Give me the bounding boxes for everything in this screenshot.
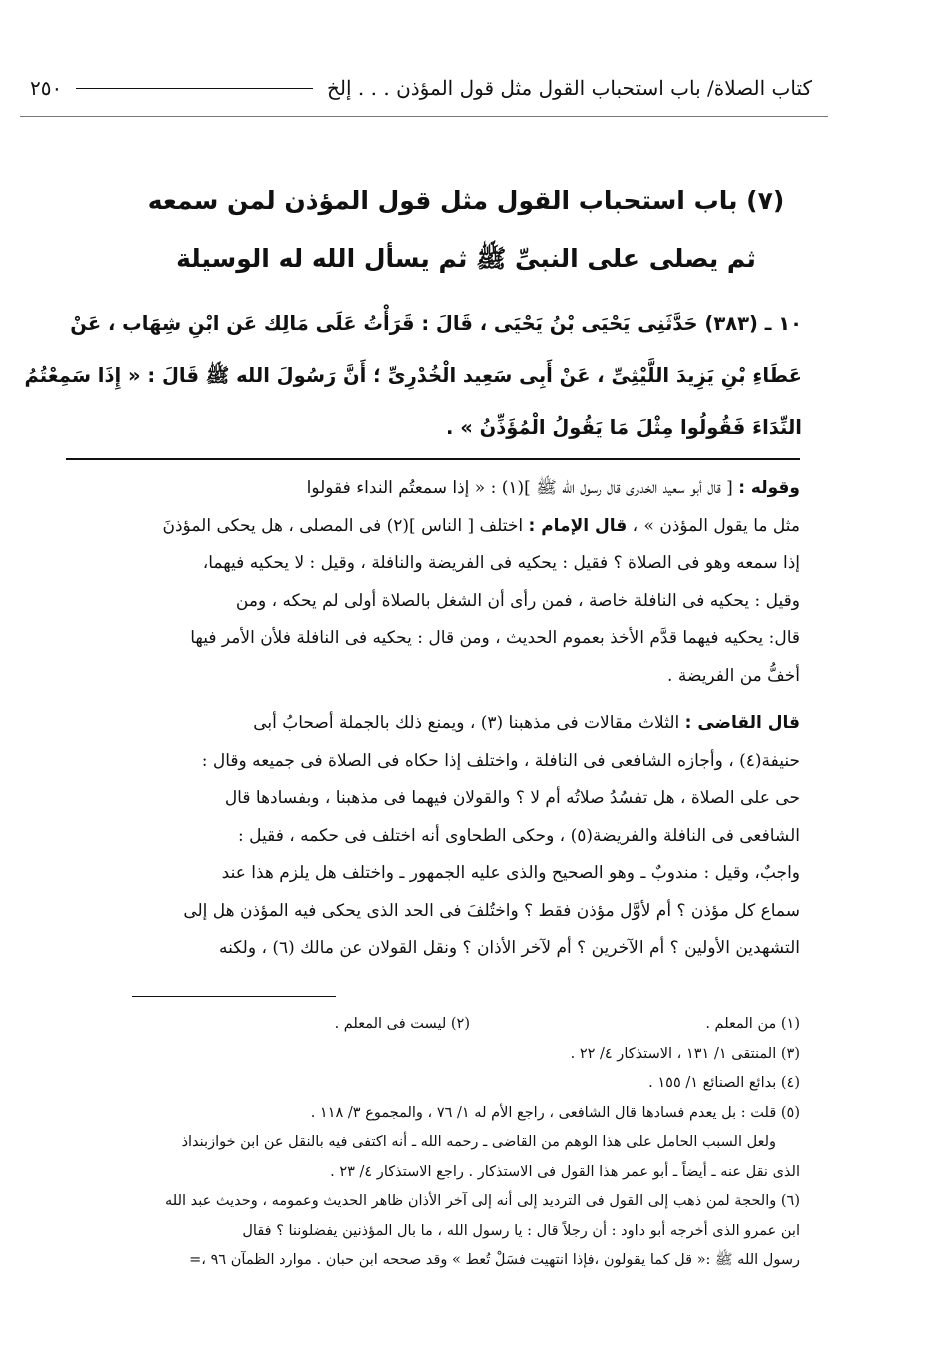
- chapter-heading-line-1: (٧) باب استحباب القول مثل قول المؤذن لمن سمعه: [147, 186, 785, 215]
- footnote-row: [66, 1010, 800, 1040]
- footnote-4: (٤) بدائع الصنائع ١/ ١٥٥ .: [648, 1075, 800, 1091]
- header-rule: [76, 88, 313, 89]
- footnote-3: (٣) المنتقى ١/ ١٣١ ، الاستذكار ٤/ ٢٢ .: [570, 1045, 800, 1062]
- commentary-text: اختلف [ الناس ](٢) فى المصلى ، هل يحكى المؤذنَ: [162, 515, 529, 536]
- commentary-paragraph-1: [66, 470, 800, 695]
- header-divider: [20, 116, 828, 117]
- hadith-text: [24, 298, 802, 454]
- running-header: [30, 68, 812, 108]
- footnote-5: (٥) قلت : بل يعدم فسادها قال الشافعى ، راجع الأم له ١/ ٧٦ ، والمجموع ٣/ ١١٨ .: [310, 1104, 800, 1121]
- section-divider: [66, 458, 800, 460]
- lemma-label: وقوله :: [738, 478, 800, 498]
- footnote-5-continuation: الذى نقل عنه ـ أيضاً ـ أبو عمر هذا القول فى الاستذكار . راجع الاستذكار ٤/ ٢٣ .: [330, 1163, 800, 1180]
- commentary-line: حنيفة(٤) ، وأجازه الشافعى فى النافلة ، واختلف إذا حكاه فى الصلاة فى جميعه وقال :: [201, 750, 800, 771]
- commentary-text: [ قال أبو سعيد الخدرى قال رسول الله ﷺ ](١) : « إذا سمعتُم النداء فقولوا: [306, 478, 739, 498]
- commentary-line: أخفُّ من الفريضة .: [667, 665, 800, 686]
- commentary-line: [66, 508, 800, 546]
- commentary-text: الثلاث مقالات فى مذهبنا (٣) ، ويمنع ذلك بالجملة أصحابُ أبى: [253, 713, 685, 733]
- commentary-text: مثل ما يقول المؤذن » ،: [627, 515, 800, 536]
- commentary-line: التشهدين الأولين ؟ أم الآخرين ؟ أم لآخر الأذان ؟ ونقل القولان عن مالك (٦) ، ولكنه: [219, 938, 800, 958]
- commentary-line: سماع كل مؤذن ؟ أم لأوَّل مؤذن فقط ؟ واختُلفَ فى الحد الذى يحكى فيه المؤذن هل إلى: [183, 900, 800, 921]
- commentary-line: واجبٌ، وقيل : مندوبٌ ـ وهو الصحيح والذى عليه الجمهور ـ واختلف هل يلزم هذا عند: [221, 863, 800, 883]
- footnote-6-continuation: ابن عمرو الذى أخرجه أبو داود : أن رجلاً قال : يا رسول الله ، ما بال المؤذنين يفضلوننا ؟ فقال: [242, 1222, 800, 1239]
- speaker-label: قال القاضى :: [684, 713, 800, 733]
- chapter-heading: [60, 172, 872, 288]
- footnote-6-continuation: رسول الله ﷺ :« قل كما يقولون ،فإذا انتهيت فسَلْ تُعط » وقد صححه ابن حبان . موارد الظمآن ٩٦ ،=: [189, 1252, 800, 1268]
- chapter-heading-line-2: ثم يصلى على النبىِّ ﷺ ثم يسأل الله له الوسيلة: [176, 244, 756, 273]
- footnote-6: (٦) والحجة لمن ذهب إلى القول فى الترديد إلى أنه إلى آخر الأذان ظاهر الحديث وعمومه ، وحديث عبد الله: [165, 1193, 800, 1209]
- footnote-5-continuation: ولعل السبب الحامل على هذا الوهم من القاضى ـ رحمه الله ـ أنه اكتفى فيه بالنقل عن ابن خوازبنداذ: [181, 1134, 776, 1150]
- commentary-line: حى على الصلاة ، هل تفسُدُ صلاتُه أم لا ؟ والقولان فيهما فى مذهبنا ، وبفسادها قال: [224, 788, 800, 808]
- paragraph-gap: [66, 695, 800, 705]
- running-title: كتاب الصلاة/ باب استحباب القول مثل قول المؤذن . . . إلخ: [327, 76, 812, 100]
- hadith-line-2: عَطَاءِ بْنِ يَزِيدَ اللَّيْثِىِّ ، عَنْ أَبِى سَعِيد الْخُدْرِىِّ ؛ أَنَّ رَسُولَ الله ﷺ قَالَ : « إِذَا سَمِعْتُمُ: [24, 364, 802, 387]
- page-number: ٢٥٠: [30, 76, 63, 100]
- hadith-line-1: ١٠ ـ (٣٨٣) حَدَّثَنِى يَحْيَى بْنُ يَحْيَى ، قَالَ : قَرَأْتُ عَلَى مَالِك عَن ابْنِ شِهَاب ، عَنْ: [70, 312, 802, 335]
- commentary-paragraph-2: [66, 705, 800, 968]
- commentary-line: [66, 705, 800, 743]
- commentary-line: الشافعى فى النافلة والفريضة(٥) ، وحكى الطحاوى أنه اختلف فى حكمه ، فقيل :: [238, 825, 800, 846]
- commentary-line: [66, 470, 800, 508]
- footnote-1: (١) من المعلم .: [705, 1016, 800, 1032]
- footnotes: [66, 1010, 800, 1276]
- commentary-line: إذا سمعه وهو فى الصلاة ؟ فقيل : يحكيه فى الفريضة والنافلة ، وقيل : لا يحكيه فيهما،: [202, 553, 800, 573]
- commentary-line: وقيل : يحكيه فى النافلة خاصة ، فمن رأى أن الشغل بالصلاة أولى لم يحكه ، ومن: [235, 590, 800, 611]
- commentary-line: قال: يحكيه فيهما قدَّم الأخذ بعموم الحديث ، ومن قال : يحكيه فى النافلة فلأن الأمر فيها: [190, 628, 800, 648]
- footnote-divider: [132, 996, 336, 997]
- footnote-2: (٢) ليست فى المعلم .: [334, 1016, 470, 1032]
- commentary: [66, 470, 800, 968]
- speaker-label: قال الإمام :: [528, 515, 628, 536]
- hadith-line-3: النِّدَاءَ فَقُولُوا مِثْلَ مَا يَقُولُ الْمُؤَذِّنُ » .: [446, 416, 802, 439]
